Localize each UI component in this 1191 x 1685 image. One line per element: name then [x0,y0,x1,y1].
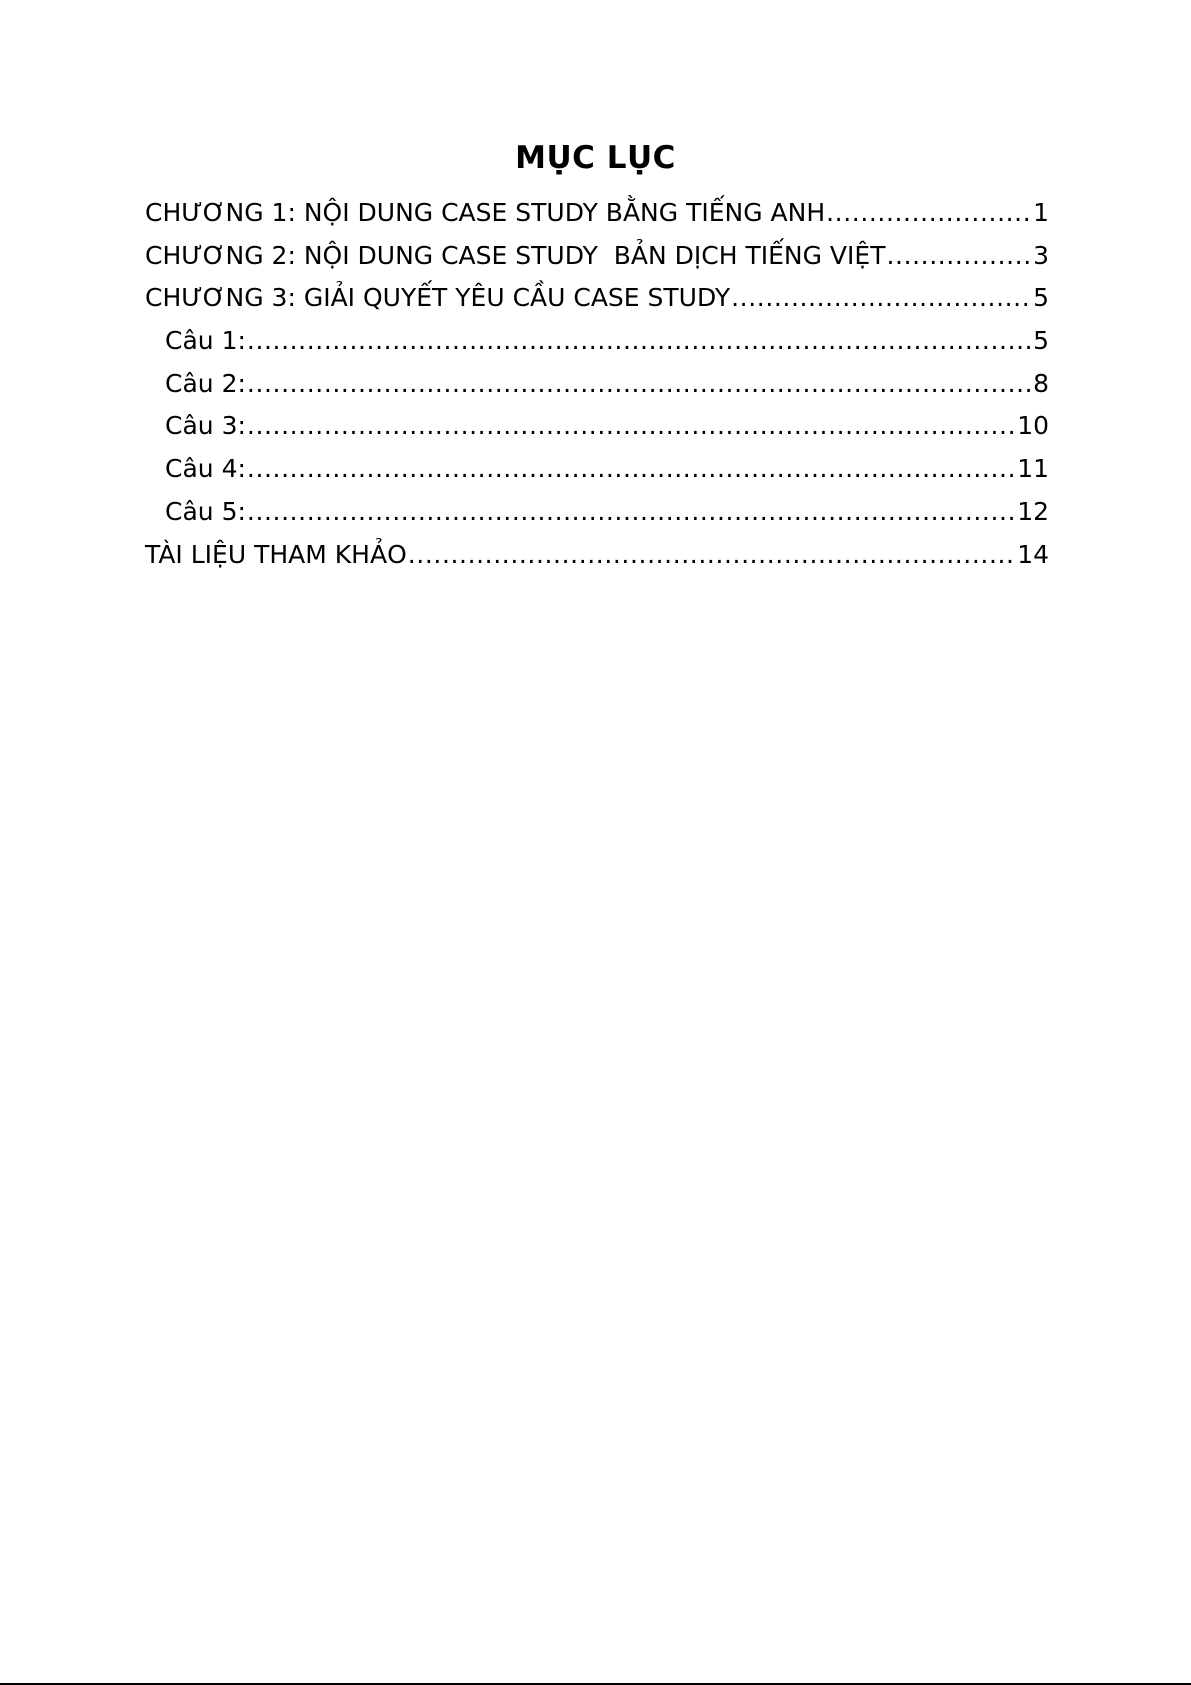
toc-dot-leader [246,410,1017,442]
toc-entry-question-2[interactable] [145,368,1049,411]
toc-dot-leader [246,325,1033,357]
toc-dot-leader [825,197,1033,229]
toc-entry-chapter-1[interactable] [145,197,1049,240]
toc-page-number: 8 [1033,368,1049,398]
toc-entry-references[interactable] [145,539,1049,582]
toc-entry-label: Câu 3: [165,411,246,441]
toc-entry-label: Câu 5: [165,496,246,526]
toc-page-number: 5 [1033,283,1049,313]
toc-page-number: 10 [1017,411,1049,441]
toc-entry-label: CHƯƠNG 1: NỘI DUNG CASE STUDY BẰNG TIẾNG ANH [145,198,826,227]
toc-page-number: 12 [1017,496,1049,526]
toc-entry-label: Câu 4: [165,454,246,484]
toc-dot-leader [407,539,1017,571]
toc-entry-chapter-3[interactable] [145,282,1049,325]
toc-entry-question-5[interactable] [145,496,1049,539]
toc-dot-leader [885,240,1033,272]
toc-entry-label: CHƯƠNG 2: NỘI DUNG CASE STUDY BẢN DỊCH TIẾNG VIỆT [145,240,886,270]
toc-dot-leader [246,368,1033,400]
toc-page-number: 14 [1017,539,1049,569]
toc-entry-chapter-2[interactable] [145,240,1049,283]
toc-page-number: 11 [1017,454,1049,484]
toc-entry-label: Câu 1: [165,326,246,356]
toc-entry-question-1[interactable] [145,325,1049,368]
toc-page-number: 3 [1033,240,1049,270]
toc-entry-question-3[interactable] [145,410,1049,453]
toc-dot-leader [246,496,1017,528]
toc-page-number: 1 [1033,198,1049,227]
toc-title: MỤC LỤC [515,140,676,176]
table-of-contents [145,197,1049,581]
toc-entry-question-4[interactable] [145,453,1049,496]
toc-entry-label: Câu 2: [165,368,246,398]
toc-dot-leader [246,453,1017,485]
toc-entry-label: CHƯƠNG 3: GIẢI QUYẾT YÊU CẦU CASE STUDY [145,283,731,313]
toc-entry-label: TÀI LIỆU THAM KHẢO [145,539,407,569]
toc-page-number: 5 [1033,326,1049,356]
toc-dot-leader [730,282,1033,314]
